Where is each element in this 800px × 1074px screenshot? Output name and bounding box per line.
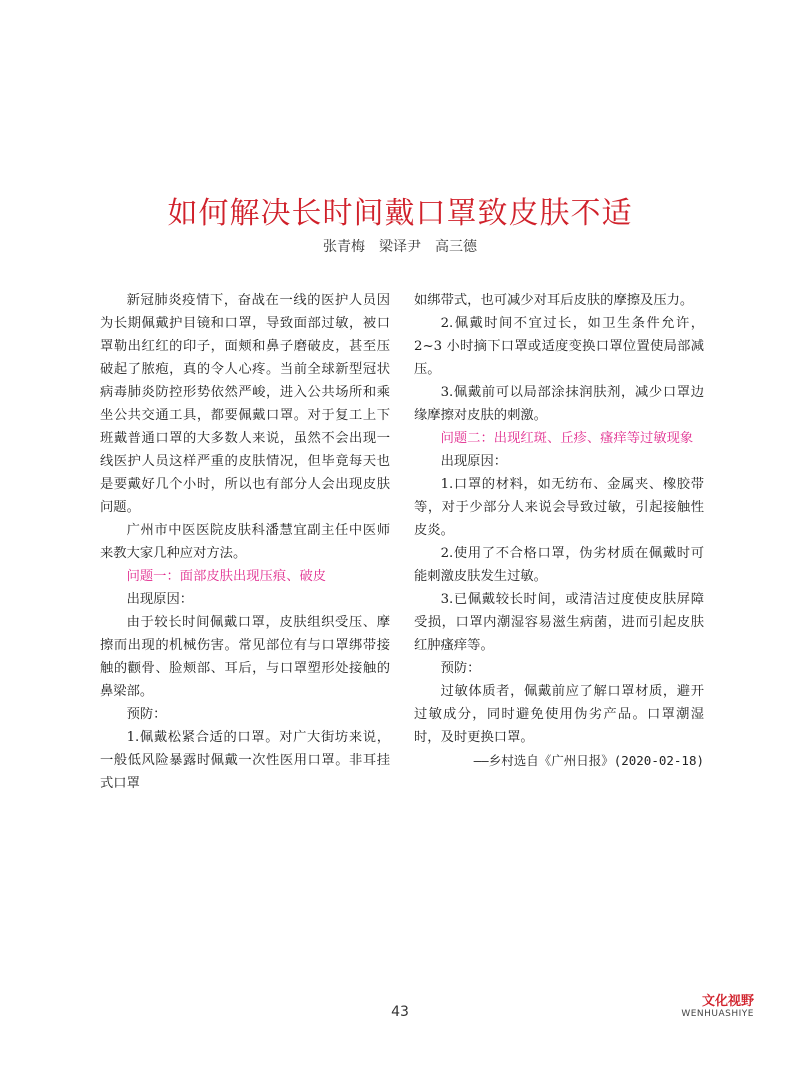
right-column <box>414 289 704 772</box>
paragraph: 2.佩戴时间不宜过长，如卫生条件允许，2~3 小时摘下口罩或适度变换口罩位置使局部减压。 <box>414 316 704 377</box>
paragraph: 过敏体质者，佩戴前应了解口罩材质，避开过敏成分，同时避免使用伪劣产品。口罩潮湿时，及时更换口罩。 <box>414 684 704 745</box>
paragraph: 1.口罩的材料，如无纺布、金属夹、橡胶带等，对于少部分人来说会导致过敏，引起接触性皮炎。 <box>414 477 704 538</box>
article-authors: 张青梅 梁译尹 高三德 <box>323 239 477 255</box>
paragraph: 预防： <box>126 707 167 722</box>
paragraph: 出现原因： <box>126 592 194 607</box>
paragraph: 新冠肺炎疫情下，奋战在一线的医护人员因为长期佩戴护目镜和口罩，导致面部过敏，被口罩勒出红红的印子，面颊和鼻子磨破皮，甚至压破起了脓疱，真的令人心疼。当前全球新型冠状病毒肺炎防控形势依然严峻，进入公共场所和乘坐公共交通工具，都要佩戴口罩。对于复工上下班戴普通口罩的大多数人来说，虽然不会出现一线医护人员这样严重的皮肤情况，但毕竟每天也是要戴好几个小时，所以也有部分人会出现皮肤问题。 <box>100 293 390 515</box>
paragraph: 2.使用了不合格口罩，伪劣材质在佩戴时可能刺激皮肤发生过敏。 <box>414 546 704 584</box>
brand-logo <box>681 990 754 1019</box>
paragraph: 由于较长时间佩戴口罩，皮肤组织受压、摩擦而出现的机械伤害。常见部位有与口罩绑带接触的颧骨、脸颊部、耳后，与口罩塑形处接触的鼻梁部。 <box>100 615 390 699</box>
paragraph: 广州市中医医院皮肤科潘慧宜副主任中医师来教大家几种应对方法。 <box>100 523 390 561</box>
subheading-problem-two: 问题二：出现红斑、丘疹、瘙痒等过敏现象 <box>440 431 694 446</box>
brand-name-cn: 文化视野 <box>701 994 754 1009</box>
brand-name-en: WENHUASHIYE <box>681 1009 754 1019</box>
paragraph: 3.已佩戴较长时间，或清洁过度使皮肤屏障受损，口罩内潮湿容易滋生病菌，进而引起皮肤红肿瘙痒等。 <box>414 592 704 653</box>
paragraph: 如绑带式，也可减少对耳后皮肤的摩擦及压力。 <box>414 293 694 308</box>
page-number: 43 <box>391 1004 409 1020</box>
paragraph: 3.佩戴前可以局部涂抹润肤剂，减少口罩边缘摩擦对皮肤的刺激。 <box>414 385 704 423</box>
source-citation: ——乡村选自《广州日报》(2020-02-18) <box>473 753 704 768</box>
paragraph: 出现原因： <box>440 454 508 469</box>
subheading-problem-one: 问题一：面部皮肤出现压痕、破皮 <box>126 569 327 584</box>
paragraph: 1.佩戴松紧合适的口罩。对广大街坊来说，一般低风险暴露时佩戴一次性医用口罩。非耳挂式口罩 <box>100 730 390 791</box>
paragraph: 预防： <box>440 661 481 676</box>
left-column <box>100 289 390 795</box>
article-title: 如何解决长时间戴口罩致皮肤不适 <box>167 196 633 231</box>
